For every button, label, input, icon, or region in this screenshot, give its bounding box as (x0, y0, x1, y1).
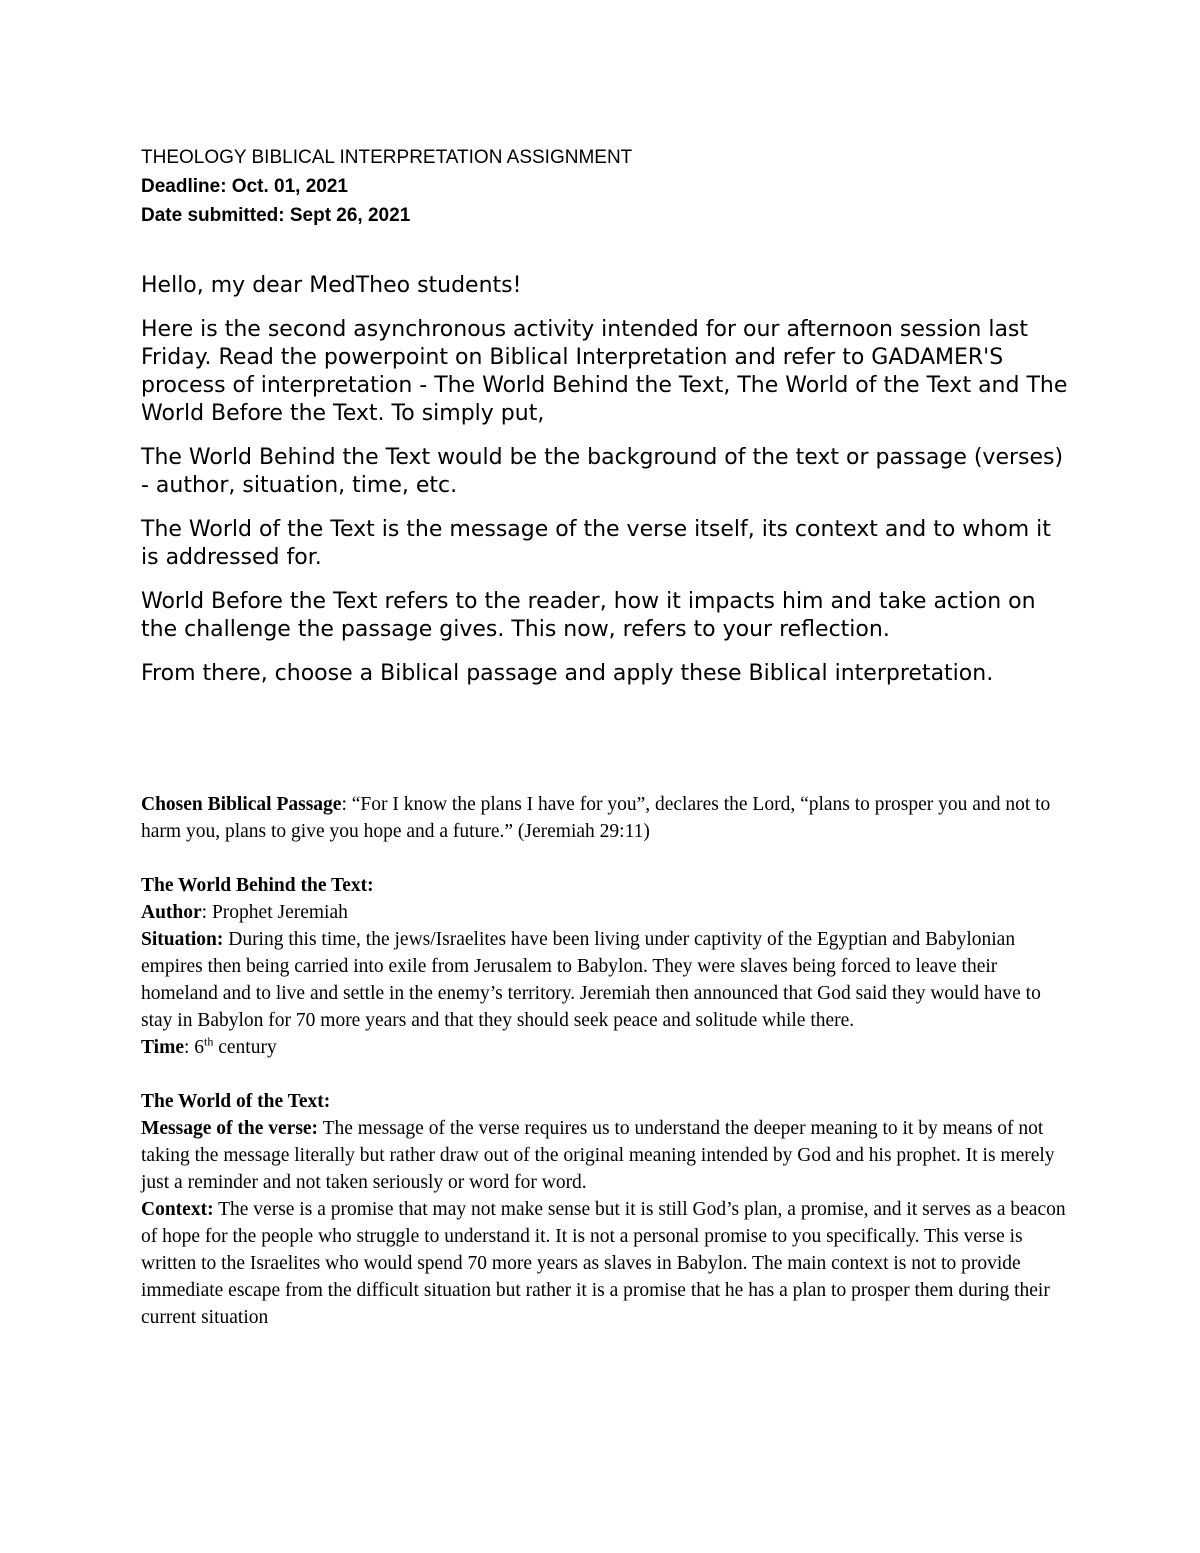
time-prefix: : 6 (183, 1037, 205, 1058)
chosen-passage (141, 791, 1071, 845)
submitted-line: Date submitted: Sept 26, 2021 (141, 205, 411, 226)
time-label: Time (141, 1037, 184, 1058)
situation-paragraph (141, 926, 1071, 1034)
assignment-header (141, 143, 1061, 230)
context-label: Context: (141, 1199, 214, 1220)
time-line (141, 1034, 1071, 1061)
chosen-passage-text: : “For I know the plans I have for you”, declares the Lord, “plans to prosper you and not to harm you, plans to give you hope and a future.” (Jeremiah 29:11) (141, 794, 1051, 842)
situation-label: Situation: (141, 929, 224, 950)
message-label: Message of the verse: (141, 1118, 319, 1139)
message-text: The message of the verse requires us to understand the deeper meaning to it by means of not taking the message literally but rather draw out of the original meaning intended by God and his prophet. It is merely just a reminder and not taken seriously or word for word. (141, 1118, 1055, 1193)
greeting: Hello, my dear MedTheo students! (141, 273, 522, 298)
instructions-paragraph-3: The World of the Text is the message of the verse itself, its context and to whom it is addressed for. (141, 517, 1051, 570)
chosen-passage-label: Chosen Biblical Passage (141, 794, 342, 815)
time-suffix: century (213, 1037, 277, 1058)
instructions-paragraph-2: The World Behind the Text would be the background of the text or passage (verses) - author, situation, time, etc. (141, 445, 1064, 498)
instructions-paragraph-5: From there, choose a Biblical passage and apply these Biblical interpretation. (141, 661, 994, 686)
world-behind-heading: The World Behind the Text: (141, 875, 374, 896)
instructions-paragraph-1: Here is the second asynchronous activity intended for our afternoon session last Friday. Read the powerpoint on Biblical Interpretation and refer to GADAMER'S process of interpretation - The World Behind the Text, The World of the Text and The World Before the Text. To simply put, (141, 317, 1068, 426)
context-paragraph (141, 1196, 1071, 1331)
author-line (141, 899, 1071, 926)
context-text: The verse is a promise that may not make sense but it is still God’s plan, a promise, and it serves as a beacon of hope for the people who struggle to understand it. It is not a personal promise to you specifically. This verse is written to the Israelites who would spend 70 more years as slaves in Babylon. The main context is not to provide immediate escape from the difficult situation but rather it is a promise that he has a plan to prosper them during their current situation (141, 1199, 1066, 1328)
assignment-title: THEOLOGY BIBLICAL INTERPRETATION ASSIGNMENT (141, 147, 633, 168)
time-superscript: th (204, 1034, 214, 1049)
world-of-heading: The World of the Text: (141, 1091, 331, 1112)
answer-section (141, 791, 1071, 1331)
instructions-section (141, 272, 1071, 704)
message-paragraph (141, 1115, 1071, 1196)
deadline-line: Deadline: Oct. 01, 2021 (141, 176, 348, 197)
author-text: : Prophet Jeremiah (201, 902, 348, 923)
situation-text: During this time, the jews/Israelites have been living under captivity of the Egyptian and Babylonian empires then being carried into exile from Jerusalem to Babylon. They were slaves being forced to leave their homeland and to live and settle in the enemy’s territory. Jeremiah then announced that God said they would have to stay in Babylon for 70 more years and that they should seek peace and solitude while there. (141, 929, 1041, 1031)
author-label: Author (141, 902, 202, 923)
instructions-paragraph-4: World Before the Text refers to the reader, how it impacts him and take action on the challenge the passage gives. This now, refers to your reflection. (141, 589, 1036, 642)
